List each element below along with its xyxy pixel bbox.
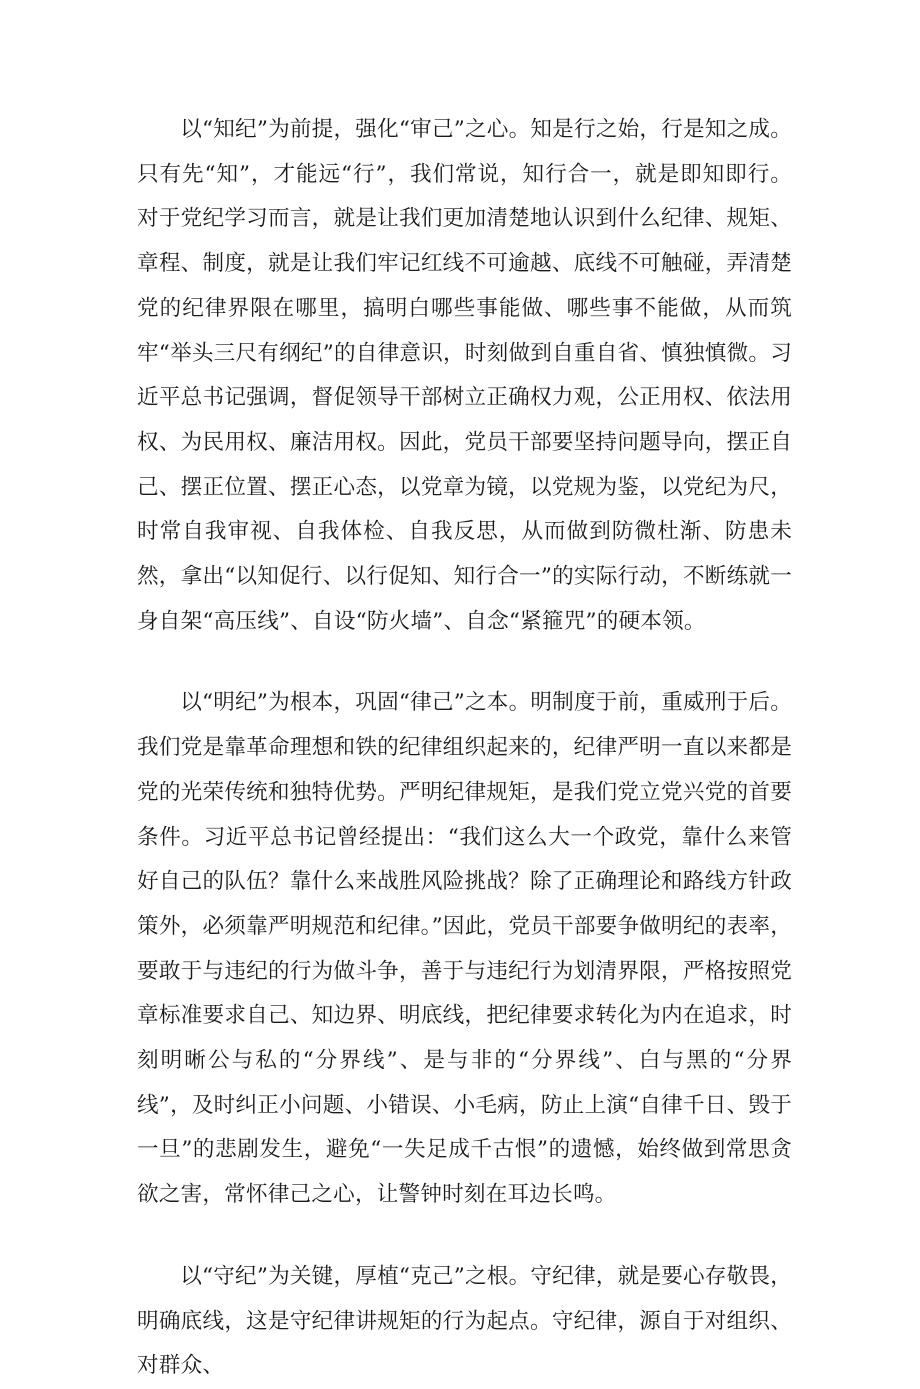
paragraph-gap [137, 644, 792, 681]
paragraph-keep-discipline: 以“守纪”为关键，厚植“克己”之根。守纪律，就是要心存敬畏，明确底线，这是守纪律讲规矩的行为起点。守纪律，源自于对组织、对群众、 [137, 1263, 792, 1379]
document-page [137, 108, 792, 1389]
paragraph-gap [137, 1218, 792, 1255]
paragraph-understand-discipline: 以“明纪”为根本，巩固“律己”之本。明制度于前，重威刑于后。我们党是靠革命理想和铁的纪律组织起来的，纪律严明一直以来都是党的光荣传统和独特优势。严明纪律规矩，是我们党立党兴党的首要条件。习近平总书记曾经提出：“我们这么大一个政党，靠什么来管好自己的队伍？靠什么来战胜风险挑战？除了正确理论和路线方针政策外，必须靠严明规范和纪律。”因此，党员干部要争做明纪的表率，要敢于与违纪的行为做斗争，善于与违纪行为划清界限，严格按照党章标准要求自己、知边界、明底线，把纪律要求转化为内在追求，时刻明晰公与私的“分界线”、是与非的“分界线”、白与黑的“分界线”，及时纠正小问题、小错误、小毛病，防止上演“自律千日、毁于一旦”的悲剧发生，避免“一失足成千古恨”的遗憾，始终做到常思贪欲之害，常怀律己之心，让警钟时刻在耳边长鸣。 [137, 690, 792, 1208]
paragraph-know-discipline: 以“知纪”为前提，强化“审己”之心。知是行之始，行是知之成。只有先“知”，才能远“行”，我们常说，知行合一，就是即知即行。对于党纪学习而言，就是让我们更加清楚地认识到什么纪律、规矩、章程、制度，就是让我们牢记红线不可逾越、底线不可触碰，弄清楚党的纪律界限在哪里，搞明白哪些事能做、哪些事不能做，从而筑牢“举头三尺有纲纪”的自律意识，时刻做到自重自省、慎独慎微。习近平总书记强调，督促领导干部树立正确权力观，公正用权、依法用权、为民用权、廉洁用权。因此，党员干部要坚持问题导向，摆正自己、摆正位置、摆正心态，以党章为镜，以党规为鉴，以党纪为尺，时常自我审视、自我体检、自我反思，从而做到防微杜渐、防患未然，拿出“以知促行、以行促知、知行合一”的实际行动，不断练就一身自架“高压线”、自设“防火墙”、自念“紧箍咒”的硬本领。 [137, 117, 792, 634]
